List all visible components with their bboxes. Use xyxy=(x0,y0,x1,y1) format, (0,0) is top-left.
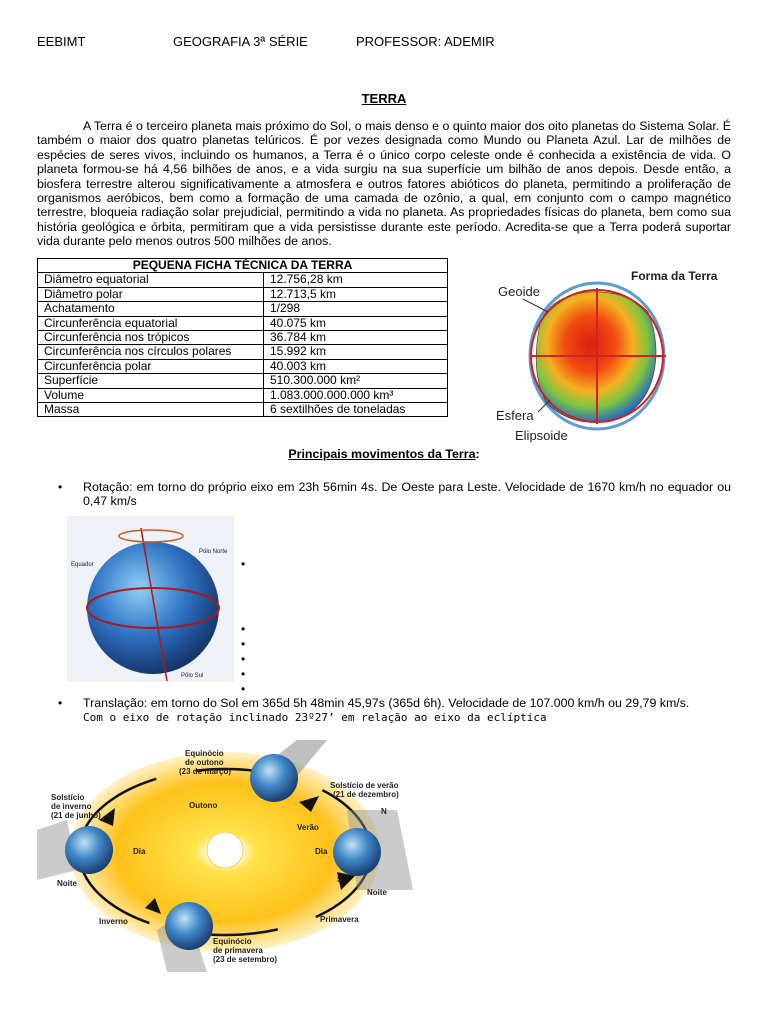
sun-icon xyxy=(207,832,243,868)
bullet: • xyxy=(241,667,246,681)
table-row xyxy=(38,403,448,417)
row-value: 510.300.000 km² xyxy=(264,374,448,388)
row-label: Circunferência equatorial xyxy=(38,316,264,330)
geoide-label: Geoide xyxy=(498,284,540,299)
row-value: 36.784 km xyxy=(264,331,448,345)
row-value: 15.992 km xyxy=(264,345,448,359)
table-row xyxy=(38,287,448,301)
page-title: TERRA xyxy=(361,91,407,106)
bullet: • xyxy=(241,652,246,666)
row-value: 40.003 km xyxy=(264,359,448,373)
row-value: 1/298 xyxy=(264,302,448,316)
fact-table xyxy=(37,258,448,417)
globe xyxy=(87,542,219,674)
row-label: Diâmetro equatorial xyxy=(38,273,264,287)
row-value: 12.756,28 km xyxy=(264,273,448,287)
shape-caption: Forma da Terra xyxy=(631,269,718,283)
table-row xyxy=(38,374,448,388)
south-pole-label: Pólo Sul xyxy=(181,673,204,679)
esfera-label: Esfera xyxy=(496,408,534,423)
north-pole-label: Pólo Norte xyxy=(199,549,228,555)
inverno-label: Inverno xyxy=(99,917,128,926)
earth-spring xyxy=(165,902,213,950)
table-row xyxy=(38,316,448,330)
translation-line-2: Com o eixo de rotação inclinado 23º27’ em relação ao eixo da eclíptica xyxy=(83,711,547,724)
movements-title: Principais movimentos da Terra: xyxy=(288,447,480,461)
earth-winter xyxy=(65,826,113,874)
noite-label-left: Noite xyxy=(57,879,77,888)
row-label: Circunferência polar xyxy=(38,359,264,373)
noite-label-right: Noite xyxy=(367,888,387,897)
geoide-pointer xyxy=(523,299,548,312)
eq-primavera-line3: (23 de setembro) xyxy=(213,955,278,964)
teacher: PROFESSOR: ADEMIR xyxy=(356,34,495,49)
eq-outono-line2: de outono xyxy=(185,758,224,767)
table-row xyxy=(38,302,448,316)
table-row xyxy=(38,331,448,345)
intro-paragraph: A Terra é o terceiro planeta mais próximo do Sol, o mais denso e o quinto maior dos oito planetas do Sistema Solar. É também o maior dos quatro planetas telúricos. É por vezes designada como Mundo ou Planeta Azul. Lar de milhões de espécies de seres vivos, incluindo os humanos, a Terra é o único corpo celeste onde é conhecida a existência de vida. O planeta formou-se há 4,56 bilhões de anos, e a vida surgiu na sua superfície um bilhão de anos depois. Desde então, a biosfera terrestre alterou significativamente a atmosfera e outros fatores abióticos do planeta, permitindo a proliferação de organismos aeróbicos, bem como a formação de uma camada de ozônio, a qual, em conjunto com o campo magnético terrestre, bloqueia radiação solar prejudicial, permitindo a vida no planeta. As propriedades físicas do planeta, bem como sua história geológica e órbita, permitiram que a vida persistisse durante este período. Acredita-se que a Terra poderá suportar vida durante pelo menos outros 500 milhões de anos. xyxy=(37,119,731,249)
s-label: S xyxy=(337,875,343,884)
row-value: 1.083.000.000.000 km³ xyxy=(264,388,448,402)
bullet: • xyxy=(241,557,246,571)
primavera-label: Primavera xyxy=(320,915,359,924)
eq-primavera-line1: Equinócio xyxy=(213,937,252,946)
row-label: Massa xyxy=(38,403,264,417)
translation-text: Translação: em torno do Sol em 365d 5h 48min 45,97s (365d 6h). Velocidade de 107.000 km/h ou 29,79 km/s. xyxy=(83,696,690,710)
sol-verao-line2: (21 de dezembro) xyxy=(333,790,399,799)
outono-label: Outono xyxy=(189,801,218,810)
sol-inverno-line3: (21 de junho) xyxy=(51,811,101,820)
eq-outono-line3: (23 de março) xyxy=(179,767,232,776)
n-label: N xyxy=(381,807,387,816)
orbit-figure xyxy=(37,740,413,972)
bullet: • xyxy=(241,637,246,651)
earth-summer xyxy=(333,828,381,876)
dia-label-left: Dia xyxy=(133,847,146,856)
bullet: • xyxy=(241,622,246,636)
table-row xyxy=(38,273,448,287)
eq-outono-line1: Equinócio xyxy=(185,749,224,758)
equator-label: Equador xyxy=(71,562,94,568)
elipsoide-label: Elipsoide xyxy=(515,428,568,443)
row-label: Superfície xyxy=(38,374,264,388)
rotation-text: Rotação: em torno do próprio eixo em 23h 56min 4s. De Oeste para Leste. Velocidade de 1670 km/h no equador ou 0,47 km/s xyxy=(83,480,731,508)
bullet: • xyxy=(58,696,63,710)
sol-verao-line1: Solstício de verão xyxy=(330,781,399,790)
row-value: 6 sextilhões de toneladas xyxy=(264,403,448,417)
row-label: Circunferência nos trópicos xyxy=(38,331,264,345)
table-row xyxy=(38,345,448,359)
row-value: 12.713,5 km xyxy=(264,287,448,301)
bullet: • xyxy=(241,682,246,696)
eq-primavera-line2: de primavera xyxy=(213,946,263,955)
earth-autumn xyxy=(250,754,298,802)
bullet: • xyxy=(58,480,63,494)
row-label: Diâmetro polar xyxy=(38,287,264,301)
school-name: EEBIMT xyxy=(37,34,86,49)
row-label: Volume xyxy=(38,388,264,402)
row-label: Circunferência nos círculos polares xyxy=(38,345,264,359)
verao-label: Verão xyxy=(297,823,319,832)
subject: GEOGRAFIA 3ª SÉRIE xyxy=(173,34,308,49)
dia-label-right: Dia xyxy=(315,847,328,856)
table-row xyxy=(38,388,448,402)
fact-table-heading: PEQUENA FICHA TÉCNICA DA TERRA xyxy=(38,259,448,273)
row-label: Achatamento xyxy=(38,302,264,316)
sol-inverno-line2: de inverno xyxy=(51,802,92,811)
earth-shape-figure xyxy=(488,262,738,447)
row-value: 40.075 km xyxy=(264,316,448,330)
table-row xyxy=(38,359,448,373)
sol-inverno-line1: Solstício xyxy=(51,793,85,802)
rotation-figure xyxy=(67,516,234,682)
